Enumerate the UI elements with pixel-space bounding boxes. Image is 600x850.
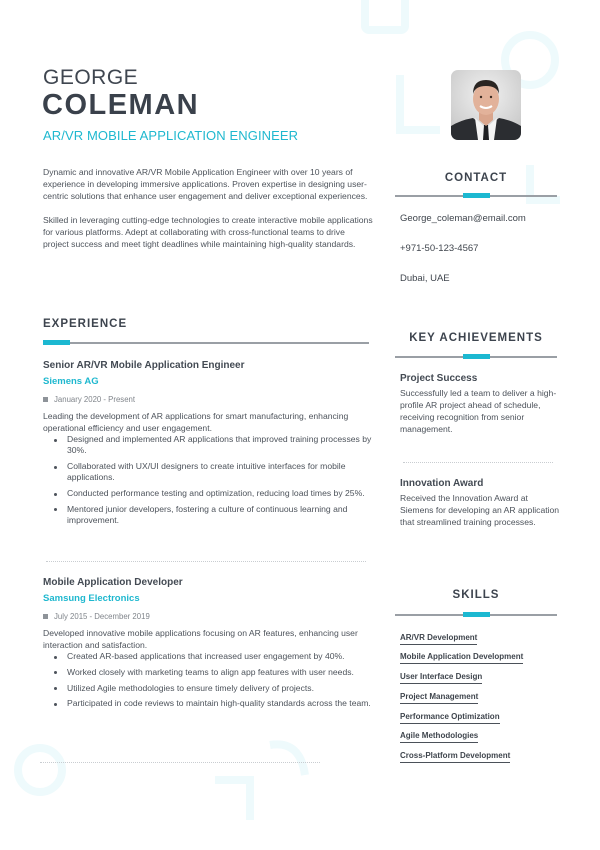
skill-item: User Interface Design xyxy=(400,672,482,684)
job-bullet: Conducted performance testing and optimization, reducing load times by 25%. xyxy=(67,488,373,499)
first-name: GEORGE xyxy=(43,66,139,89)
job-description: Developed innovative mobile applications focusing on AR features, enhancing user interaction and satisfaction. xyxy=(43,628,358,650)
experience-accent-bar xyxy=(43,340,70,345)
job-bullet: Created AR-based applications that increased user engagement by 40%. xyxy=(67,651,373,662)
experience-heading: EXPERIENCE xyxy=(43,318,128,330)
dates-text: January 2020 - Present xyxy=(54,395,136,404)
skills-accent-bar xyxy=(463,612,490,617)
calendar-icon xyxy=(43,397,48,402)
job-role: Senior AR/VR Mobile Application Engineer xyxy=(43,360,245,371)
person-portrait-icon xyxy=(451,70,521,140)
entry-separator xyxy=(46,561,366,562)
achievements-heading: KEY ACHIEVEMENTS xyxy=(409,332,543,344)
achievement-item xyxy=(400,373,560,435)
experience-entry xyxy=(43,577,373,714)
job-description: Leading the development of AR applications for smart manufacturing, enhancing operational efficiency and user engagement. xyxy=(43,411,349,433)
summary-paragraph: Skilled in leveraging cutting-edge technologies to create interactive mobile applications for various platforms. Adept at collaborating with cross-functional teams to drive project success and meet tight deadlines while maintaining high-quality standards. xyxy=(43,215,373,249)
contact-location: Dubai, UAE xyxy=(400,273,450,284)
professional-summary xyxy=(43,166,373,262)
achievement-title: Innovation Award xyxy=(400,478,484,489)
contact-heading: CONTACT xyxy=(444,172,508,184)
achievement-item xyxy=(400,478,560,528)
last-name: COLEMAN xyxy=(42,89,200,121)
dates-text: July 2015 - December 2019 xyxy=(54,612,150,621)
achievement-description: Received the Innovation Award at Siemens for developing an AR application that streamlined training processes. xyxy=(400,493,560,527)
skill-item: Cross-Platform Development xyxy=(400,751,510,763)
contact-email[interactable]: George_coleman@email.com xyxy=(400,213,526,224)
skills-heading: SKILLS xyxy=(452,589,500,601)
skill-item: Mobile Application Development xyxy=(400,652,523,664)
employment-dates xyxy=(43,395,373,404)
contact-accent-bar xyxy=(463,193,490,198)
contact-phone[interactable]: +971-50-123-4567 xyxy=(400,243,479,254)
calendar-icon xyxy=(43,614,48,619)
job-role: Mobile Application Developer xyxy=(43,577,183,588)
experience-entry xyxy=(43,360,373,531)
skill-item: AR/VR Development xyxy=(400,633,477,645)
summary-paragraph: Dynamic and innovative AR/VR Mobile Application Engineer with over 10 years of experience in developing immersive applications. Proven expertise in designing user-centric solutions that enhance user engagement and deliver exceptional experiences. xyxy=(43,167,368,201)
job-bullet: Utilized Agile methodologies to ensure timely delivery of projects. xyxy=(67,683,373,694)
job-bullet: Participated in code reviews to maintain high-quality standards across the team. xyxy=(67,698,373,709)
job-bullet: Designed and implemented AR applications that improved training processes by 30%. xyxy=(67,434,372,456)
job-bullet: Mentored junior developers, fostering a culture of continuous learning and improvement. xyxy=(67,504,373,527)
job-title: AR/VR MOBILE APPLICATION ENGINEER xyxy=(43,128,299,143)
skill-item: Project Management xyxy=(400,692,478,704)
skill-item: Performance Optimization xyxy=(400,712,500,724)
achievement-description: Successfully led a team to deliver a high-profile AR project ahead of schedule, receiving recognition from senior management. xyxy=(400,388,557,434)
achievements-accent-bar xyxy=(463,354,490,359)
job-bullet: Worked closely with marketing teams to align app features with user needs. xyxy=(67,667,373,678)
profile-photo xyxy=(451,70,521,140)
job-bullets xyxy=(43,434,373,527)
achievement-title: Project Success xyxy=(400,373,478,384)
achievement-separator xyxy=(403,462,553,463)
company-name: Samsung Electronics xyxy=(43,593,140,604)
job-bullet: Collaborated with UX/UI designers to create intuitive interfaces for mobile applications. xyxy=(67,461,373,484)
job-bullets xyxy=(43,651,373,710)
experience-divider xyxy=(43,342,369,344)
entry-separator xyxy=(40,762,320,763)
company-name: Siemens AG xyxy=(43,376,99,387)
skill-item: Agile Methodologies xyxy=(400,731,478,743)
employment-dates xyxy=(43,612,373,621)
